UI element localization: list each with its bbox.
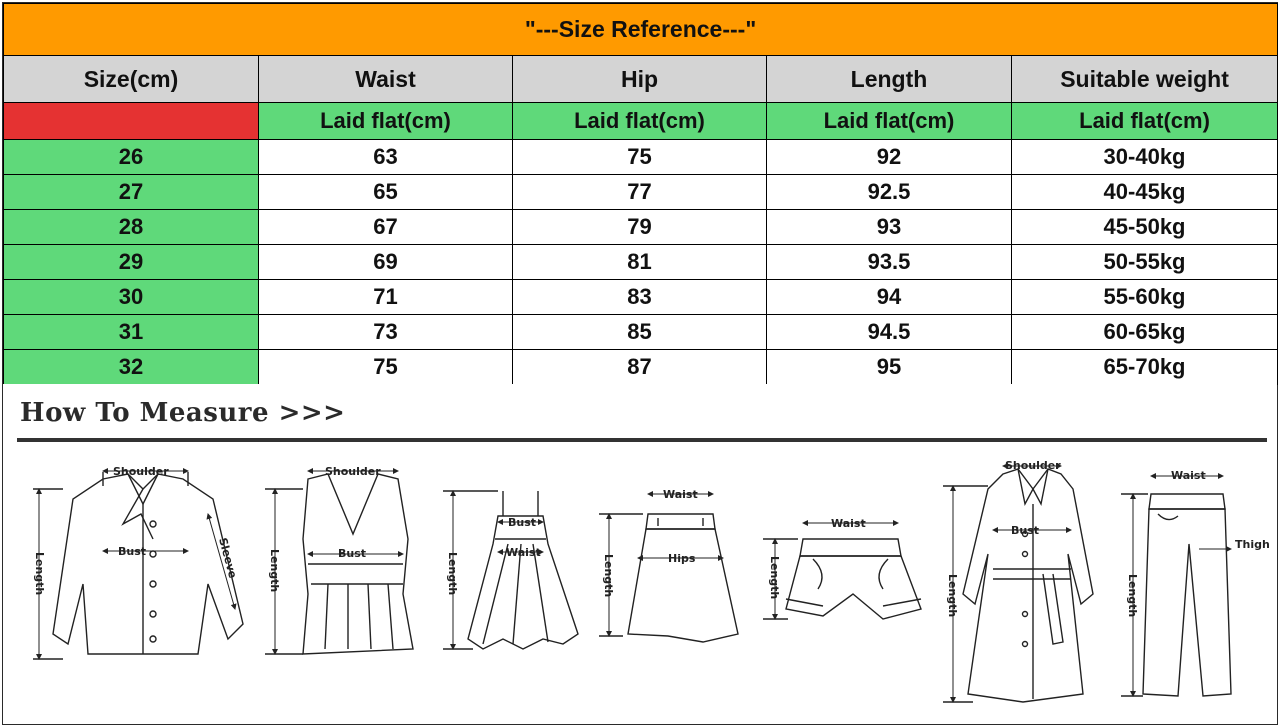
- header-hip: Hip: [513, 56, 767, 103]
- garment-illustrations: [3, 444, 1277, 723]
- table-row: [4, 315, 1278, 350]
- tank-length-label: Length: [268, 549, 281, 593]
- hip-cell: 87: [513, 350, 767, 385]
- waist-cell: 67: [259, 210, 513, 245]
- section-divider: [17, 438, 1267, 442]
- length-cell: 93.5: [767, 245, 1012, 280]
- shorts-icon: [763, 523, 921, 619]
- blouse-length-label: Length: [33, 552, 46, 596]
- pants-length-label: Length: [1126, 574, 1139, 618]
- weight-cell: 30-40kg: [1012, 140, 1278, 175]
- weight-cell: 60-65kg: [1012, 315, 1278, 350]
- blouse-sleeve-label: Sleeve: [216, 536, 240, 580]
- table-subheader-row: [4, 103, 1278, 140]
- blouse-icon: [33, 471, 243, 659]
- waist-cell: 65: [259, 175, 513, 210]
- subheader-hip: Laid flat(cm): [513, 103, 767, 140]
- size-cell: 26: [4, 140, 259, 175]
- pants-waist-label: Waist: [1171, 469, 1206, 482]
- tank-bust-label: Bust: [338, 547, 367, 560]
- coat-bust-label: Bust: [1011, 524, 1040, 537]
- coat-icon: [943, 466, 1093, 702]
- dress-icon: [443, 491, 578, 649]
- hip-cell: 77: [513, 175, 767, 210]
- waist-cell: 73: [259, 315, 513, 350]
- table-title: "---Size Reference---": [4, 4, 1278, 56]
- subheader-length: Laid flat(cm): [767, 103, 1012, 140]
- dress-waist-label: Waist: [506, 546, 541, 559]
- table-row: [4, 350, 1278, 385]
- table-row: [4, 175, 1278, 210]
- length-cell: 94.5: [767, 315, 1012, 350]
- tank-top-icon: [265, 471, 413, 654]
- table-row: [4, 140, 1278, 175]
- header-waist: Waist: [259, 56, 513, 103]
- hip-cell: 79: [513, 210, 767, 245]
- table-body: [4, 140, 1278, 385]
- waist-cell: 69: [259, 245, 513, 280]
- skirt-icon: [599, 494, 738, 642]
- waist-cell: 75: [259, 350, 513, 385]
- blouse-bust-label: Bust: [118, 545, 147, 558]
- shorts-waist-label: Waist: [831, 517, 866, 530]
- table-row: [4, 280, 1278, 315]
- length-cell: 93: [767, 210, 1012, 245]
- size-cell: 28: [4, 210, 259, 245]
- length-cell: 94: [767, 280, 1012, 315]
- waist-cell: 71: [259, 280, 513, 315]
- table-header-row: [4, 56, 1278, 103]
- coat-length-label: Length: [946, 574, 959, 618]
- size-cell: 30: [4, 280, 259, 315]
- subheader-weight: Laid flat(cm): [1012, 103, 1278, 140]
- subheader-size-blank: [4, 103, 259, 140]
- pants-thigh-label: Thigh: [1235, 538, 1270, 551]
- waist-cell: 63: [259, 140, 513, 175]
- skirt-waist-label: Waist: [663, 488, 698, 501]
- shorts-length-label: Length: [768, 556, 781, 600]
- weight-cell: 40-45kg: [1012, 175, 1278, 210]
- header-suitable-weight: Suitable weight: [1012, 56, 1278, 103]
- table-title-row: [4, 4, 1278, 56]
- table-row: [4, 210, 1278, 245]
- weight-cell: 45-50kg: [1012, 210, 1278, 245]
- length-cell: 92: [767, 140, 1012, 175]
- dress-length-label: Length: [446, 552, 459, 596]
- hip-cell: 83: [513, 280, 767, 315]
- hip-cell: 85: [513, 315, 767, 350]
- table-row: [4, 245, 1278, 280]
- subheader-waist: Laid flat(cm): [259, 103, 513, 140]
- size-cell: 32: [4, 350, 259, 385]
- hip-cell: 81: [513, 245, 767, 280]
- skirt-length-label: Length: [602, 554, 615, 598]
- how-to-measure-title: How To Measure >>>: [20, 398, 346, 428]
- coat-shoulder-label: Shoulder: [1005, 459, 1061, 472]
- header-size: Size(cm): [4, 56, 259, 103]
- blouse-shoulder-label: Shoulder: [113, 465, 169, 478]
- weight-cell: 50-55kg: [1012, 245, 1278, 280]
- tank-shoulder-label: Shoulder: [325, 465, 381, 478]
- size-cell: 29: [4, 245, 259, 280]
- size-cell: 31: [4, 315, 259, 350]
- size-reference-table: [3, 3, 1278, 385]
- length-cell: 95: [767, 350, 1012, 385]
- weight-cell: 55-60kg: [1012, 280, 1278, 315]
- dress-bust-label: Bust: [508, 516, 537, 529]
- size-cell: 27: [4, 175, 259, 210]
- weight-cell: 65-70kg: [1012, 350, 1278, 385]
- header-length: Length: [767, 56, 1012, 103]
- length-cell: 92.5: [767, 175, 1012, 210]
- hip-cell: 75: [513, 140, 767, 175]
- skirt-hips-label: Hips: [668, 552, 696, 565]
- how-to-measure-section: [3, 384, 1277, 723]
